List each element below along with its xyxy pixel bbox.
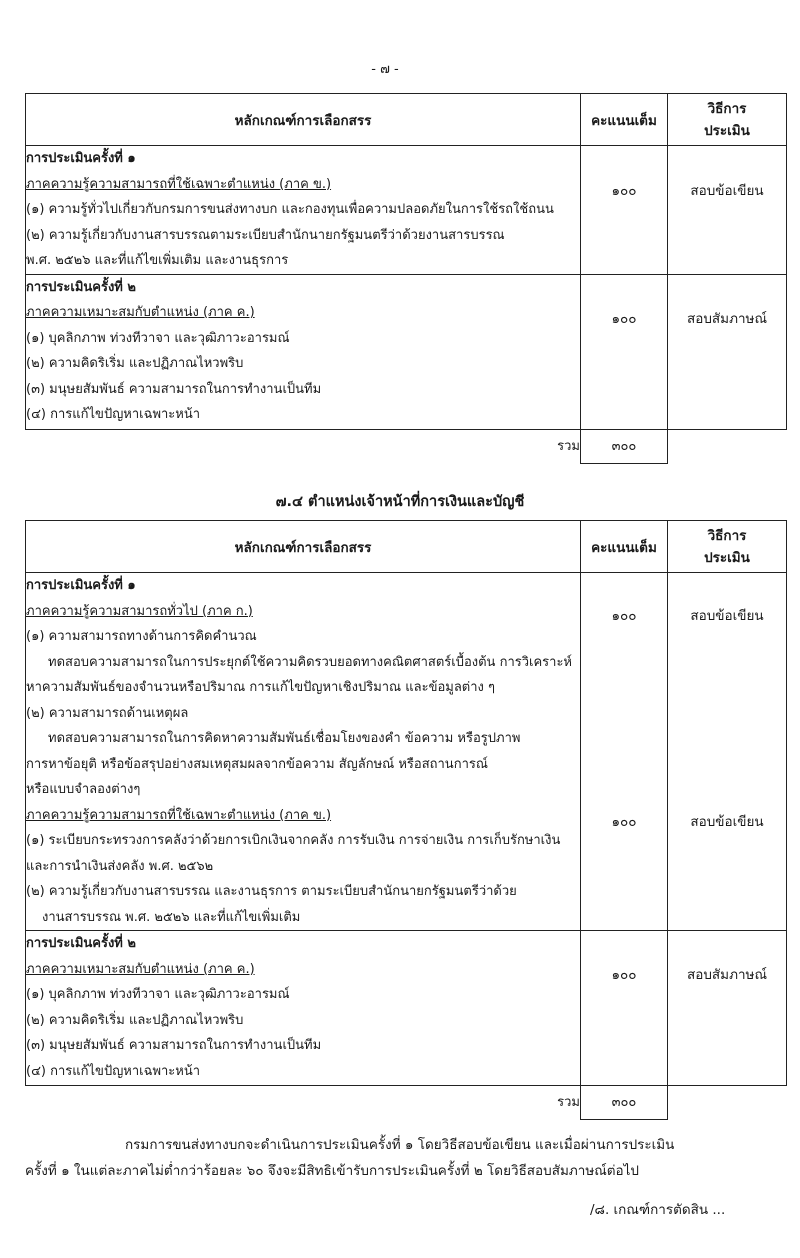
criteria-line: งานสารบรรณ พ.ศ. ๒๕๒๖ และที่แก้ไขเพิ่มเติม <box>42 909 301 925</box>
header-method: วิธีการ ประเมิน <box>668 521 787 573</box>
round-title: การประเมินครั้งที่ ๑ <box>26 578 136 593</box>
table1-total-row <box>26 429 787 463</box>
note-line: ครั้งที่ ๑ ในแต่ละภาคไม่ต่ำกว่าร้อยละ ๖๐ จึงจะมีสิทธิเข้ารับการประเมินครั้งที่ ๒ โดยวิธีสอบสัมภาษณ์ต่อไป <box>25 1163 639 1179</box>
note-paragraph <box>25 1132 785 1184</box>
criteria-line: (๑) ความสามารถทางด้านการคิดคำนวณ <box>26 629 257 644</box>
criteria-line: (๑) บุคลิกภาพ ท่วงทีวาจา และวุฒิภาวะอารมณ์ <box>26 330 290 346</box>
criteria-line: (๒) ความรู้เกี่ยวกับงานสารบรรณตามระเบียบสำนักนายกรัฐมนตรีว่าด้วยงานสารบรรณ <box>26 227 505 243</box>
note-line: กรมการขนส่งทางบกจะดำเนินการประเมินครั้งที่ ๑ โดยวิธีสอบข้อเขียน และเมื่อผ่านการประเมิน <box>125 1137 675 1153</box>
table2-round1-row <box>26 573 787 931</box>
table1-round2-method-cell <box>668 274 787 429</box>
method-value: สอบข้อเขียน <box>690 814 764 830</box>
table-header-row <box>26 521 787 573</box>
round-title: การประเมินครั้งที่ ๒ <box>26 279 136 295</box>
method-value: สอบสัมภาษณ์ <box>687 967 767 983</box>
table2-round1-method-cell <box>668 573 787 931</box>
score-value: ๑๐๐ <box>611 310 637 327</box>
method-value: สอบข้อเขียน <box>690 608 764 624</box>
table2-round2-row <box>26 931 787 1086</box>
score-value: ๑๐๐ <box>611 183 637 199</box>
round-title: การประเมินครั้งที่ ๑ <box>26 151 136 166</box>
total-label: รวม <box>557 1095 580 1110</box>
table1-round1-criteria <box>26 146 581 275</box>
table1-round1-score-cell <box>581 146 668 275</box>
criteria-table-1 <box>25 93 787 464</box>
criteria-line: พ.ศ. ๒๕๒๖ และที่แก้ไขเพิ่มเติม และงานธุรการ <box>26 253 289 268</box>
table2-round2-method-cell <box>668 931 787 1086</box>
header-criteria: หลักเกณฑ์การเลือกสรร <box>26 94 581 146</box>
header-full-score: คะแนนเต็ม <box>581 521 668 573</box>
table2-total-row <box>26 1086 787 1120</box>
criteria-line: หาความสัมพันธ์ของจำนวนหรือปริมาณ การแก้ไขปัญหาเชิงปริมาณ และข้อมูลต่าง ๆ <box>26 680 496 695</box>
criteria-line: และการนำเงินส่งคลัง พ.ศ. ๒๕๖๒ <box>26 858 214 874</box>
part-subtitle: ภาคความรู้ความสามารถที่ใช้เฉพาะตำแหน่ง (ภาค ข.) <box>26 807 332 823</box>
total-value: ๓๐๐ <box>581 1086 668 1120</box>
section-title: ๗.๔ ตำแหน่งเจ้าหน้าที่การเงินและบัญชี <box>275 494 525 510</box>
criteria-line: (๑) ระเบียบกระทรวงการคลังว่าด้วยการเบิกเงินจากคลัง การรับเงิน การจ่ายเงิน การเก็บรักษาเงิน <box>26 833 561 848</box>
part-subtitle: ภาคความรู้ความสามารถทั่วไป (ภาค ก.) <box>26 603 253 619</box>
page-number: - ๗ - <box>371 62 399 77</box>
criteria-line: ทดสอบความสามารถในการคิดหาความสัมพันธ์เชื่อมโยงของคำ ข้อความ หรือรูปภาพ <box>48 731 521 746</box>
score-value: ๑๐๐ <box>611 814 637 830</box>
header-full-score: คะแนนเต็ม <box>581 94 668 146</box>
criteria-line: ทดสอบความสามารถในการประยุกต์ใช้ความคิดรวบยอดทางคณิตศาสตร์เบื้องต้น การวิเคราะห์ <box>48 654 573 670</box>
table2-round1-score-cell <box>581 573 668 931</box>
criteria-line: (๓) มนุษยสัมพันธ์ ความสามารถในการทำงานเป็นทีม <box>26 1038 322 1053</box>
part-subtitle: ภาคความรู้ความสามารถที่ใช้เฉพาะตำแหน่ง (ภาค ข.) <box>26 176 332 192</box>
criteria-line: (๑) ความรู้ทั่วไปเกี่ยวกับกรมการขนส่งทางบก และกองทุนเพื่อความปลอดภัยในการใช้รถใช้ถนน <box>26 202 554 217</box>
criteria-line: หรือแบบจำลองต่างๆ <box>26 782 141 797</box>
criteria-line: (๓) มนุษยสัมพันธ์ ความสามารถในการทำงานเป็นทีม <box>26 381 322 397</box>
header-criteria: หลักเกณฑ์การเลือกสรร <box>26 521 581 573</box>
total-label: รวม <box>557 438 580 454</box>
table1-round1-method-cell <box>668 146 787 275</box>
score-value: ๑๐๐ <box>611 967 637 983</box>
criteria-line: (๔) การแก้ไขปัญหาเฉพาะหน้า <box>26 1063 201 1079</box>
header-method: วิธีการ ประเมิน <box>668 94 787 146</box>
table2-round2-score-cell <box>581 931 668 1086</box>
round-title: การประเมินครั้งที่ ๒ <box>26 936 136 951</box>
part-subtitle: ภาคความเหมาะสมกับตำแหน่ง (ภาค ค.) <box>26 305 255 320</box>
criteria-line: การหาข้อยุติ หรือข้อสรุปอย่างสมเหตุสมผลจากข้อความ สัญลักษณ์ หรือสถานการณ์ <box>26 756 488 772</box>
method-value: สอบข้อเขียน <box>690 183 764 199</box>
criteria-line: (๒) ความคิดริเริ่ม และปฏิภาณไหวพริบ <box>26 356 244 371</box>
table2-round2-criteria <box>26 931 581 1086</box>
table1-round2-score-cell <box>581 274 668 429</box>
criteria-line: (๒) ความรู้เกี่ยวกับงานสารบรรณ และงานธุรการ ตามระเบียบสำนักนายกรัฐมนตรีว่าด้วย <box>26 884 517 899</box>
criteria-line: (๔) การแก้ไขปัญหาเฉพาะหน้า <box>26 407 201 422</box>
table1-round1-row <box>26 146 787 275</box>
method-value: สอบสัมภาษณ์ <box>687 310 767 327</box>
table-header-row <box>26 94 787 146</box>
score-value: ๑๐๐ <box>611 608 637 624</box>
criteria-line: (๒) ความสามารถด้านเหตุผล <box>26 705 189 721</box>
table1-round2-criteria <box>26 274 581 429</box>
table1-round2-row <box>26 274 787 429</box>
total-value: ๓๐๐ <box>581 429 668 463</box>
criteria-line: (๑) บุคลิกภาพ ท่วงทีวาจา และวุฒิภาวะอารมณ์ <box>26 987 290 1002</box>
part-subtitle: ภาคความเหมาะสมกับตำแหน่ง (ภาค ค.) <box>26 961 255 977</box>
next-page-reference: /๘. เกณฑ์การตัดสิน ... <box>590 1202 726 1218</box>
criteria-line: (๒) ความคิดริเริ่ม และปฏิภาณไหวพริบ <box>26 1012 244 1028</box>
criteria-table-2 <box>25 520 787 1120</box>
table2-round1-criteria <box>26 573 581 931</box>
